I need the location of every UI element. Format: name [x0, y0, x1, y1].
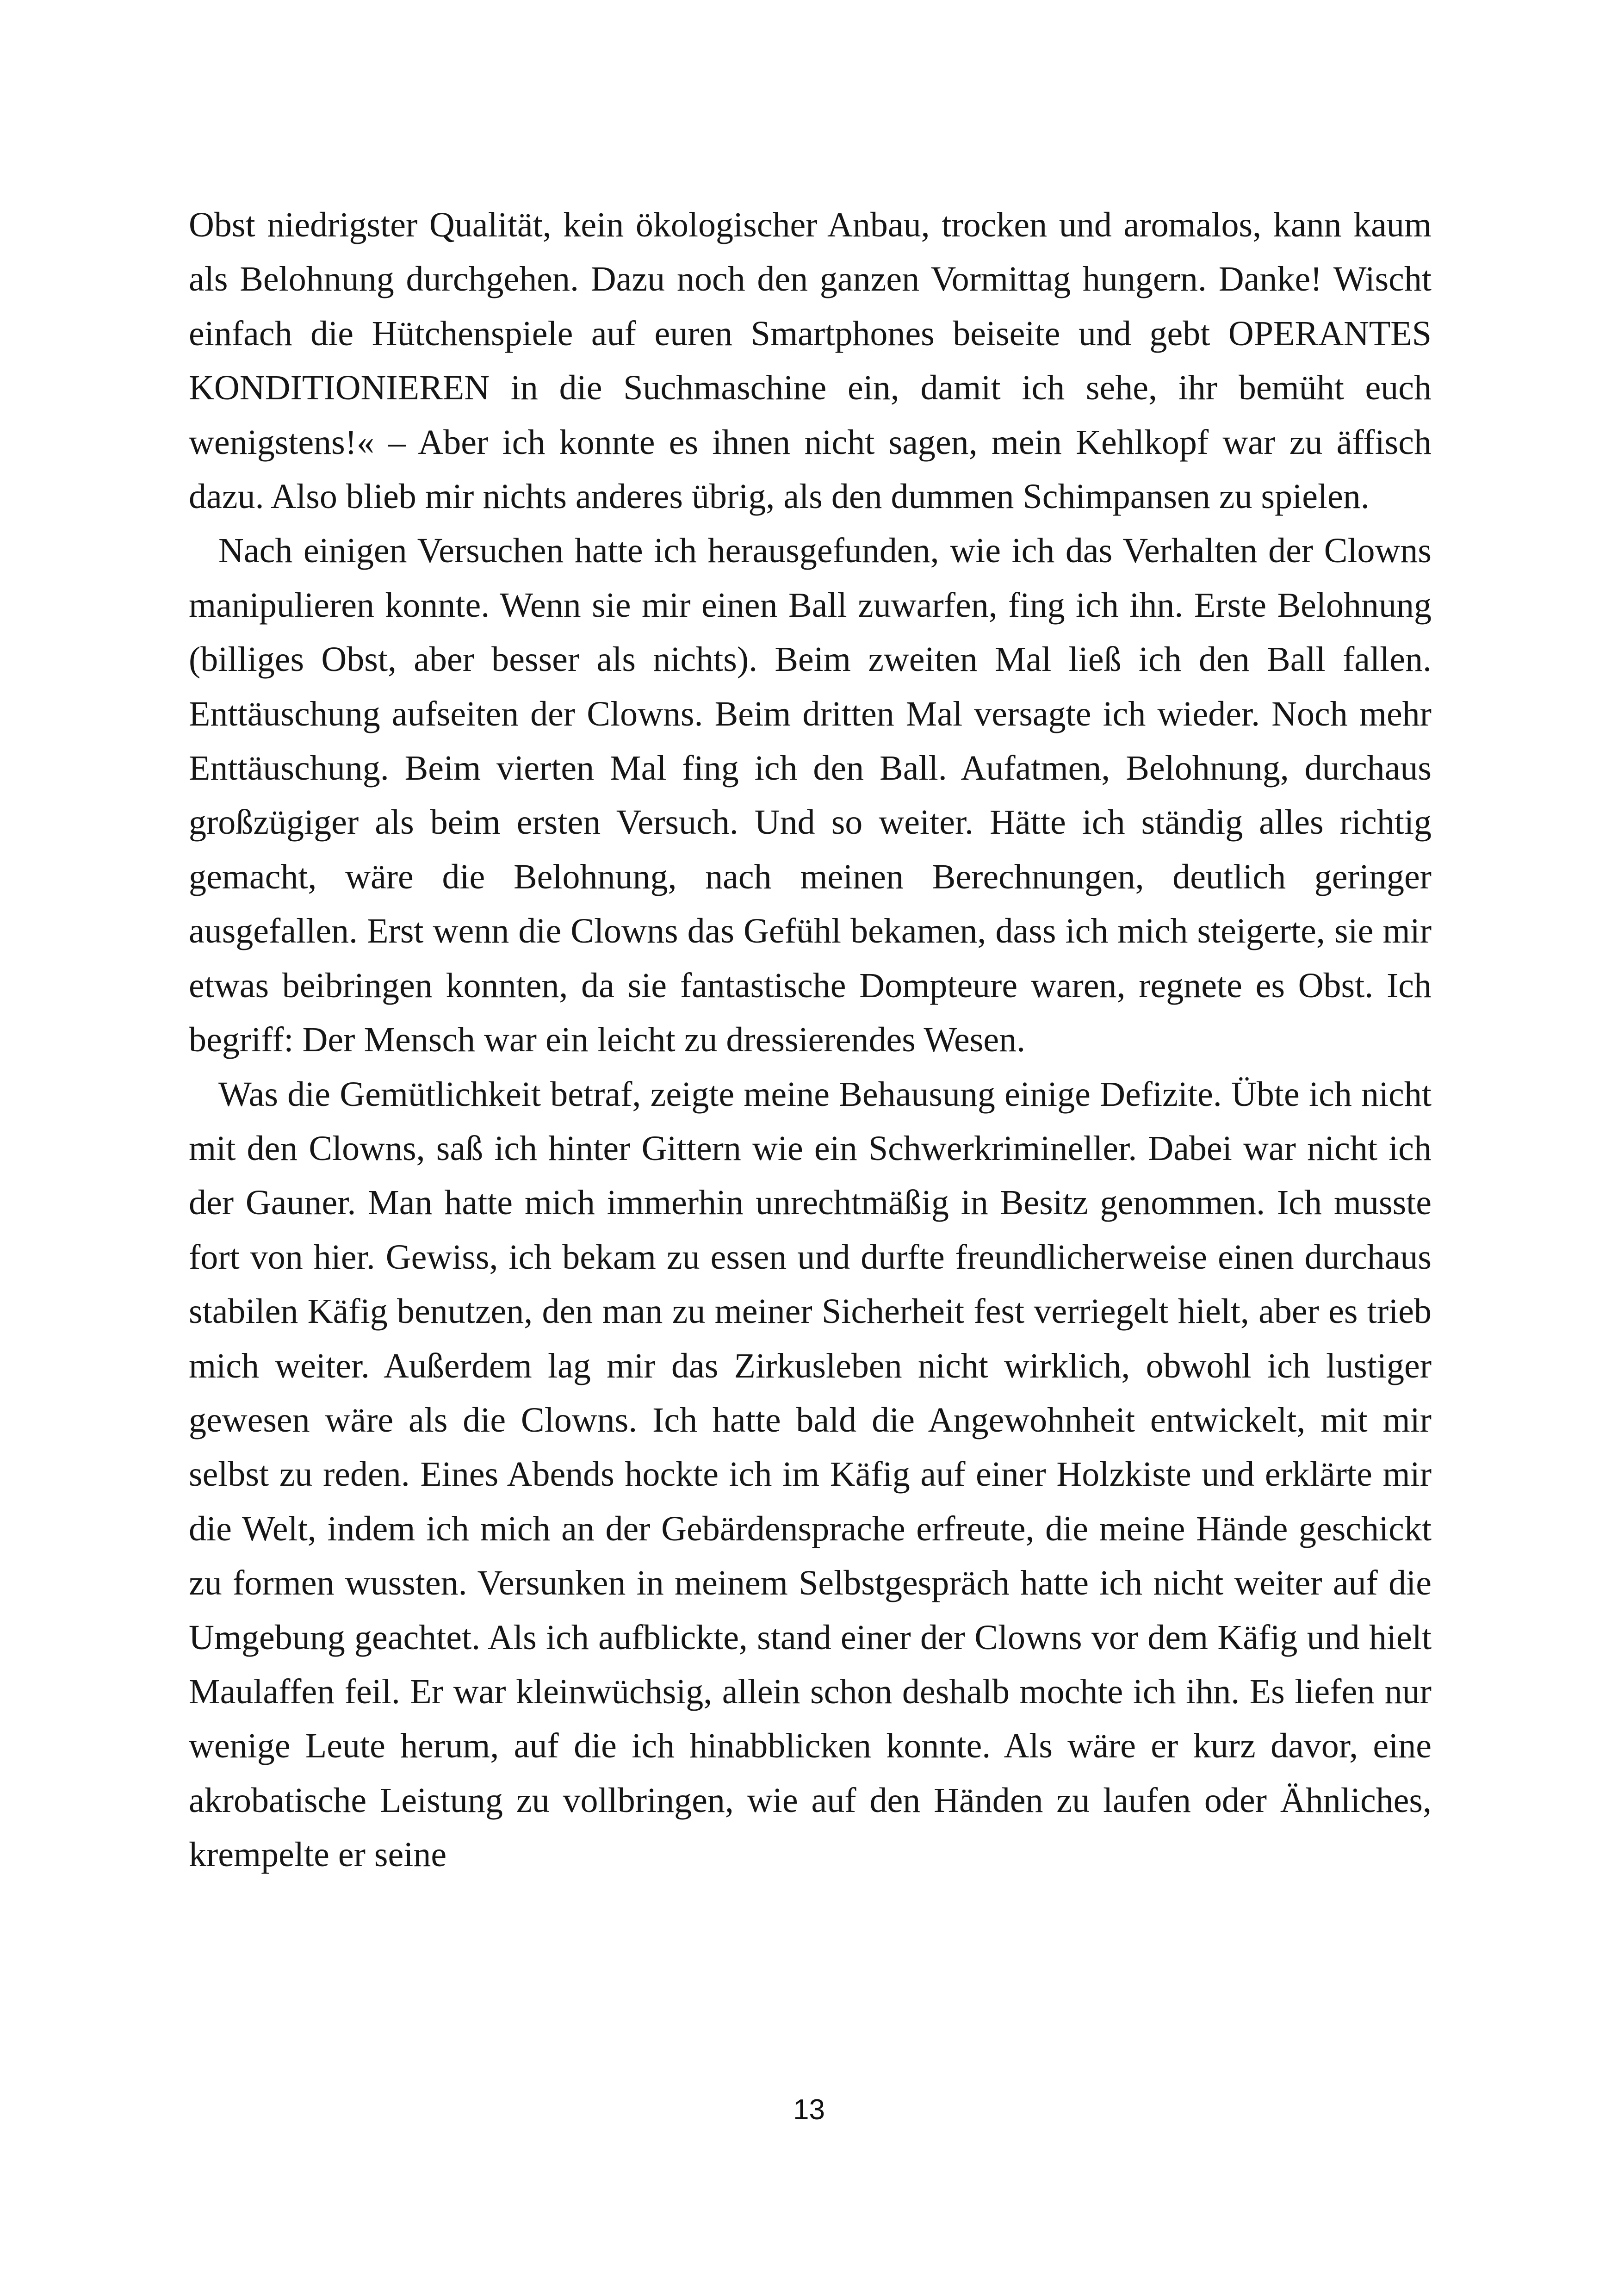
page-number: 13 [793, 2094, 825, 2126]
paragraph-2: Nach einigen Versuchen hatte ich herausgefunden, wie ich das Verhalten der Clowns manipulieren konnte. Wenn sie mir einen Ball zuwarfen, fing ich ihn. Erste Belohnung (billiges Obst, aber besser als nichts). Beim zweiten Mal ließ ich den Ball fallen. Enttäuschung aufseiten der Clowns. Beim dritten Mal versagte ich wieder. Noch mehr Enttäuschung. Beim vierten Mal fing ich den Ball. Aufatmen, Belohnung, durchaus großzügiger als beim ersten Versuch. Und so weiter. Hätte ich ständig alles richtig gemacht, wäre die Belohnung, nach meinen Berechnungen, deutlich geringer ausgefallen. Erst wenn die Clowns das Gefühl bekamen, dass ich mich steigerte, sie mir etwas beibringen konnten, da sie fantastische Dompteure waren, regnete es Obst. Ich begriff: Der Mensch war ein leicht zu dressierendes Wesen. [189, 531, 1432, 1060]
paragraph-1: Obst niedrigster Qualität, kein ökologischer Anbau, trocken und aromalos, kann kaum als Belohnung durchgehen. Dazu noch den ganzen Vormittag hungern. Danke! Wischt einfach die Hütchenspiele auf euren Smartphones beiseite und gebt OPERANTES KONDITIONIEREN in die Suchmaschine ein, damit ich sehe, ihr bemüht euch wenigstens!« – Aber ich konnte es ihnen nicht sagen, mein Kehlkopf war zu äffisch dazu. Also blieb mir nichts anderes übrig, als den dummen Schimpansen zu spielen. [189, 205, 1432, 516]
paragraph-3: Was die Gemütlichkeit betraf, zeigte meine Behausung einige Defizite. Übte ich nicht mit den Clowns, saß ich hinter Gittern wie ein Schwerkrimineller. Dabei war nicht ich der Gauner. Man hatte mich immerhin unrechtmäßig in Besitz genommen. Ich musste fort von hier. Gewiss, ich bekam zu essen und durfte freundlicherweise einen durchaus stabilen Käfig benutzen, den man zu meiner Sicherheit fest verriegelt hielt, aber es trieb mich weiter. Außerdem lag mir das Zirkusleben nicht wirklich, obwohl ich lustiger gewesen wäre als die Clowns. Ich hatte bald die Angewohnheit entwickelt, mit mir selbst zu reden. Eines Abends hockte ich im Käfig auf einer Holzkiste und erklärte mir die Welt, indem ich mich an der Gebärdensprache erfreute, die meine Hände geschickt zu formen wussten. Versunken in meinem Selbstgespräch hatte ich nicht weiter auf die Umgebung geachtet. Als ich aufblickte, stand einer der Clowns vor dem Käfig und hielt Maulaffen feil. Er war kleinwüchsig, allein schon deshalb mochte ich ihn. Es liefen nur wenige Leute herum, auf die ich hinabblicken konnte. Als wäre er kurz davor, eine akrobatische Leistung zu vollbringen, wie auf den Händen zu laufen oder Ähnliches, krempelte er seine [189, 1074, 1432, 1874]
body-text [189, 198, 1432, 1882]
